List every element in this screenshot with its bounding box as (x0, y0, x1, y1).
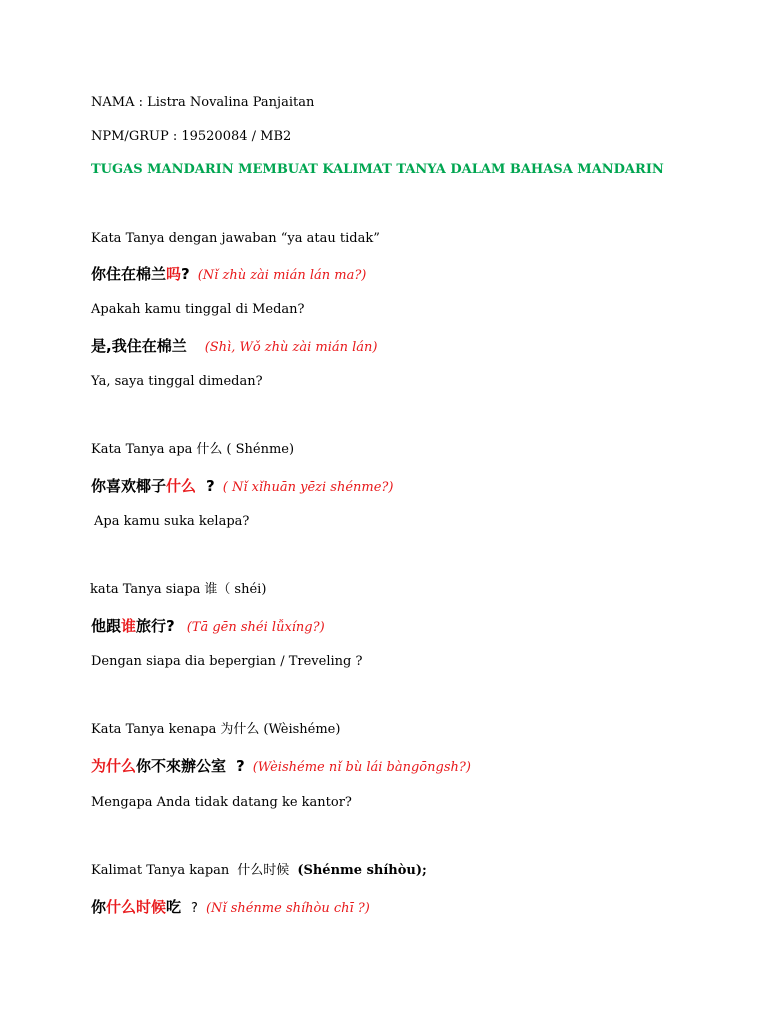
question-mark: ? (181, 265, 190, 283)
question-hanzi-start: 你 (91, 898, 107, 916)
question-hanzi: 你喜欢椰子 (91, 477, 167, 495)
question-pinyin: (Tā gēn shéi lǚxíng?) (186, 620, 325, 635)
question-pinyin: (Nǐ zhù zài mián lán ma?) (197, 268, 367, 283)
question-particle: 吗 (166, 265, 182, 283)
student-npm-line: NPM/GRUP : 19520084 / MB2 (91, 129, 292, 144)
question-pinyin: (Nǐ shénme shíhòu chī ?) (205, 901, 370, 916)
section-2-translation: Apa kamu suka kelapa? (94, 514, 250, 529)
section-4-question (91, 756, 471, 778)
section-2-question (91, 476, 393, 498)
question-mark: ? (206, 477, 215, 495)
question-hanzi-end: 吃 (166, 898, 182, 916)
section-1-question (91, 264, 366, 286)
question-word: 谁 (121, 617, 137, 635)
heading-pinyin: (Shénme shíhòu); (297, 863, 427, 878)
heading-text: Kata Tanya apa (91, 442, 193, 457)
answer-hanzi: 是,我住在棉兰 (91, 337, 187, 355)
section-5-heading (91, 862, 427, 880)
heading-pinyin: shéi) (234, 582, 267, 597)
question-pinyin: ( Nǐ xǐhuān yēzi shénme?) (222, 480, 394, 495)
heading-hanzi: 谁（ (204, 582, 231, 597)
assignment-title: TUGAS MANDARIN MEMBUAT KALIMAT TANYA DALAM BAHASA MANDARIN (91, 162, 664, 177)
section-5-question (91, 897, 370, 919)
question-pinyin: (Wèishéme nǐ bù lái bàngōngsh?) (252, 760, 471, 775)
section-4-heading (91, 721, 340, 739)
question-word: 为什么 (91, 757, 137, 775)
section-2-heading (91, 441, 294, 459)
answer-pinyin: (Shì, Wǒ zhù zài mián lán) (204, 340, 378, 355)
section-3-translation: Dengan siapa dia bepergian / Treveling ? (91, 654, 363, 669)
question-mark: ? (236, 757, 245, 775)
heading-text: Kata Tanya kenapa (91, 722, 217, 737)
heading-hanzi: 为什么 (220, 722, 260, 737)
section-3-question (91, 616, 325, 638)
section-3-heading (90, 581, 266, 599)
section-1-translation: Apakah kamu tinggal di Medan? (91, 302, 305, 317)
question-hanzi-end: 旅行? (136, 617, 175, 635)
section-4-translation: Mengapa Anda tidak datang ke kantor? (91, 795, 352, 810)
section-1-answer (91, 336, 378, 358)
heading-text: kata Tanya siapa (90, 582, 201, 597)
heading-hanzi: 什么 (196, 442, 223, 457)
question-word: 什么 (166, 477, 197, 495)
section-1-answer-translation: Ya, saya tinggal dimedan? (91, 374, 263, 389)
heading-text: Kalimat Tanya kapan (91, 863, 230, 878)
heading-pinyin: ( Shénme) (226, 442, 295, 457)
heading-pinyin: (Wèishéme) (263, 722, 341, 737)
student-name-line: NAMA : Listra Novalina Panjaitan (91, 95, 315, 110)
question-hanzi-start: 他跟 (91, 617, 122, 635)
question-mark: ? (191, 901, 198, 916)
section-1-heading: Kata Tanya dengan jawaban “ya atau tidak” (91, 231, 380, 246)
heading-hanzi: 什么时候 (237, 863, 290, 878)
question-word: 什么时候 (106, 898, 167, 916)
question-hanzi: 你不來辦公室 (136, 757, 227, 775)
question-hanzi: 你住在棉兰 (91, 265, 167, 283)
